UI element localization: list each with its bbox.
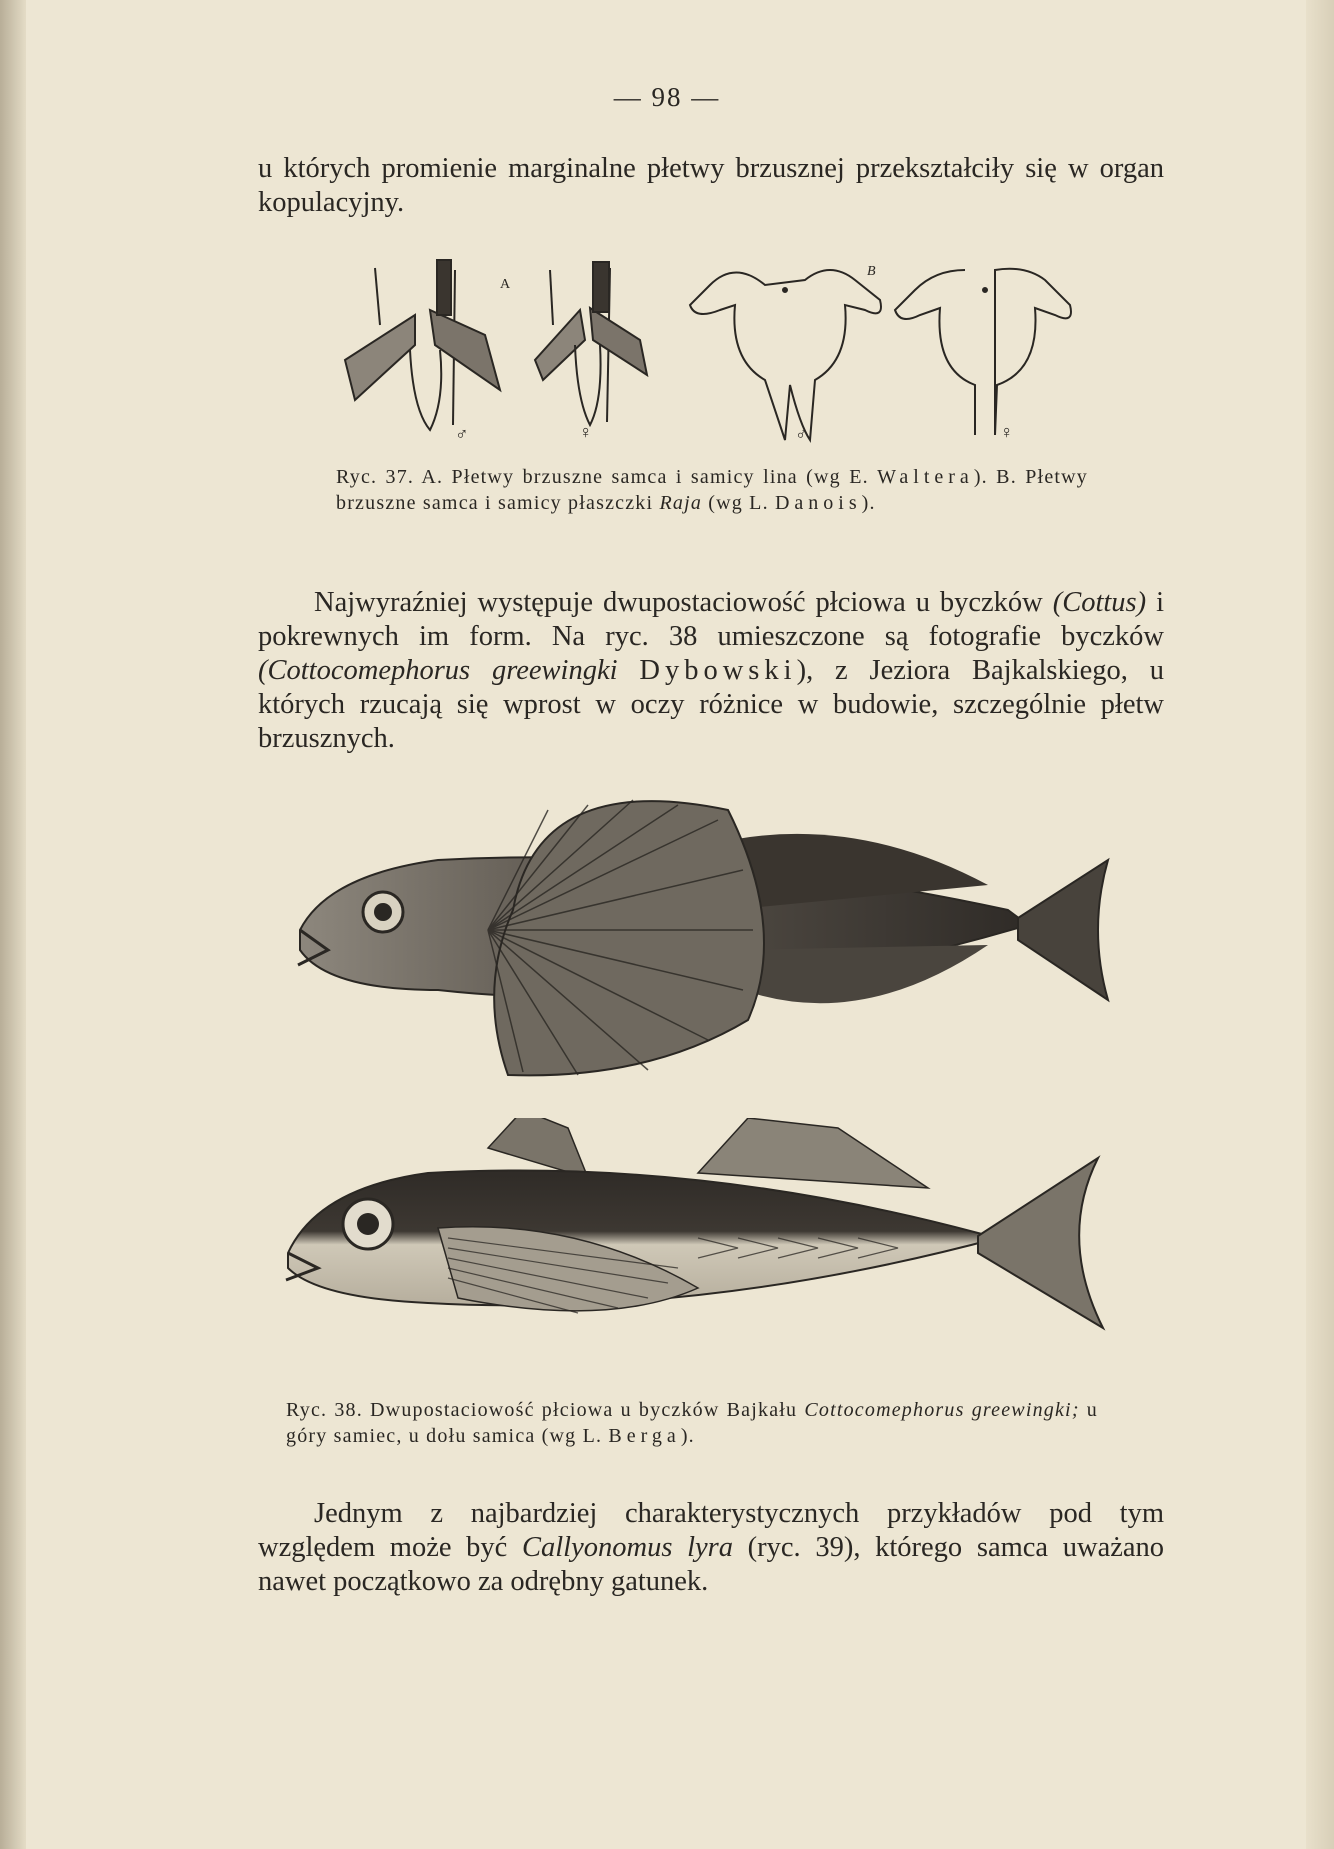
- figure-37-male-symbol-a: ♂: [455, 424, 469, 444]
- paragraph-1: u których promienie marginalne płetwy brzusznej przekształciły się w organ kopulacyjny.: [258, 153, 1164, 218]
- male-fish-illustration: [288, 790, 1128, 1090]
- ray-female-fins-drawing: [895, 269, 1071, 435]
- figure-37-female-symbol-b: ♀: [1000, 422, 1014, 442]
- figure-37-female-symbol-a: ♀: [579, 422, 593, 442]
- figure-37-caption: Ryc. 37. A. Płetwy brzuszne samca i samicy lina (wg E. Waltera). B. Płetwy brzuszne samca i samicy płaszczki Raja (wg L. Danois).: [336, 466, 1088, 514]
- paragraph-2: Najwyraźniej występuje dwupostaciowość płciowa u byczków (Cottus) i pokrewnych im form. Na ryc. 38 umieszczone są fotografie byczków (Cottocomephorus greewingki Dybowski), z Jeziora Bajkalskiego, u których rzucają się wprost w oczy różnice w budowie, szczególnie płetw brzusznych.: [258, 587, 1165, 754]
- figure-37-illustration: [335, 250, 1085, 450]
- figure-38-caption: Ryc. 38. Dwupostaciowość płciowa u byczków Bajkału Cottocomephorus greewingki; u góry samiec, u dołu samica (wg L. Berga).: [286, 1399, 1098, 1447]
- page-edge: [1306, 0, 1334, 1849]
- tench-male-fins-drawing: [345, 260, 500, 430]
- paragraph-3: Jednym z najbardziej charakterystycznych przykładów pod tym względem może być Callyonomus lyra (ryc. 39), którego samca uważano nawet początkowo za odrębny gatunek.: [258, 1498, 1165, 1597]
- figure-37-panel-a-label: A: [500, 277, 511, 292]
- ray-male-fins-drawing: [690, 270, 881, 440]
- figure-37-panel-b-label: B: [867, 264, 876, 279]
- female-fish-illustration: [278, 1118, 1138, 1378]
- page-binding-shadow: [0, 0, 26, 1849]
- page-number: — 98 —: [613, 82, 721, 112]
- tench-female-fins-drawing: [535, 262, 647, 425]
- figure-37-male-symbol-b: ♂: [795, 424, 809, 444]
